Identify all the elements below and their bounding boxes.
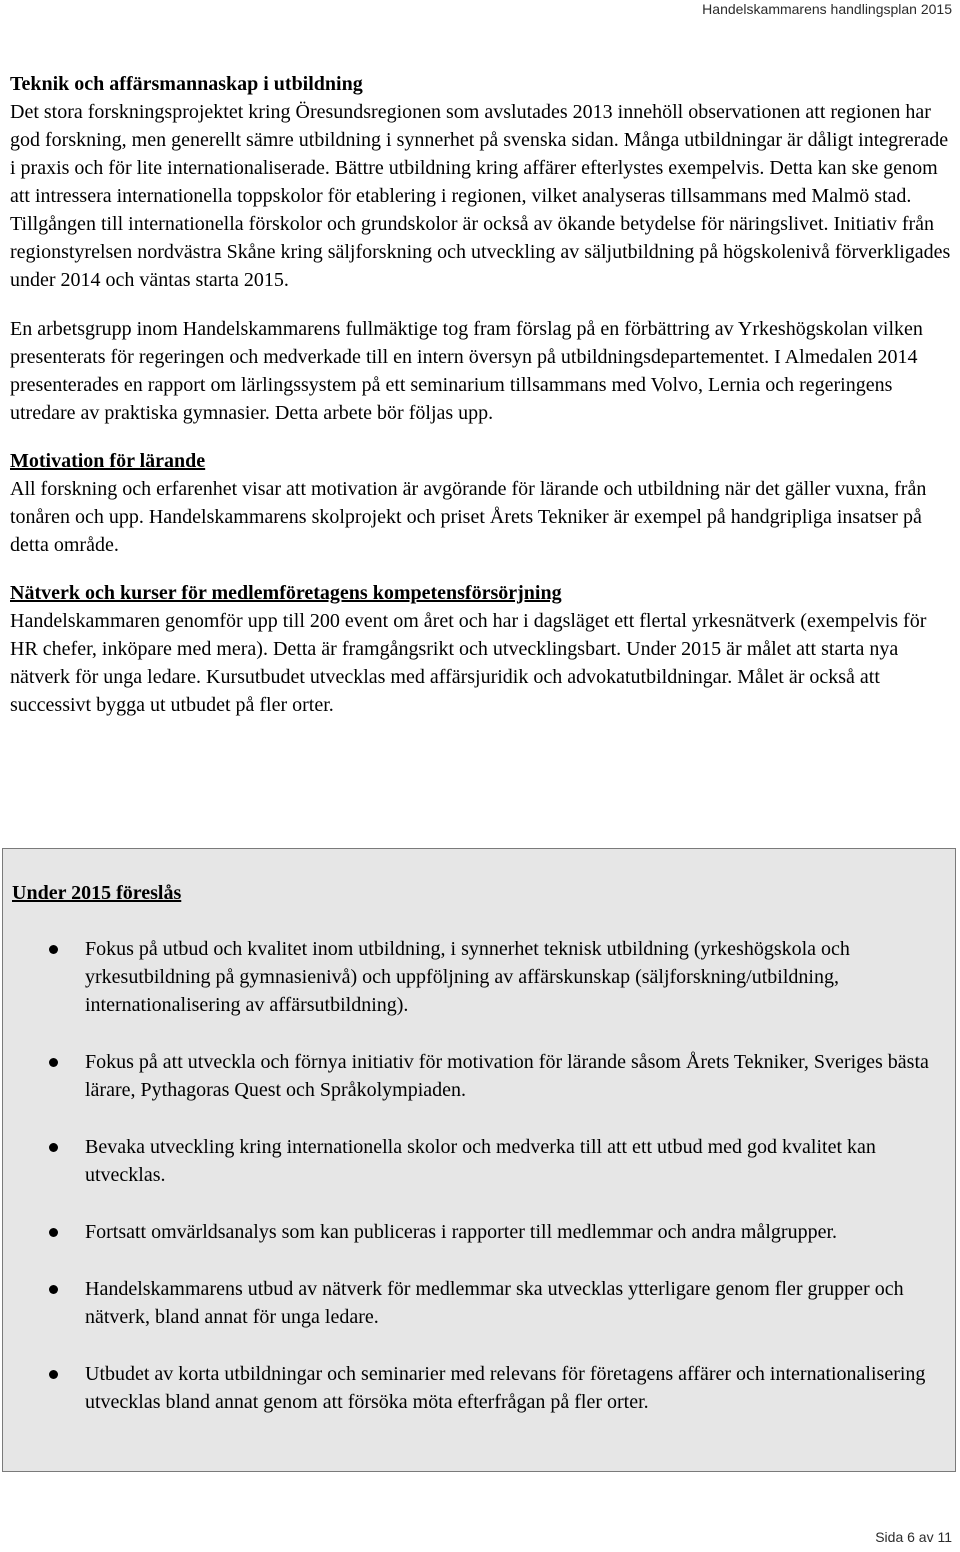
- list-item: [3, 1133, 943, 1189]
- bullet-icon: [49, 1370, 58, 1379]
- paragraph-motivation: All forskning och erfarenhet visar att motivation är avgörande för lärande och utbildning när det gäller vuxna, från tonåren och upp. Handelskammarens skolprojekt och priset Årets Tekniker är exempel på handgripliga insatser på detta område.: [10, 478, 927, 556]
- bullet-icon: [49, 1228, 58, 1237]
- proposals-list: [3, 935, 943, 1445]
- proposals-box: [2, 848, 956, 1472]
- section-motivation: [10, 447, 955, 559]
- list-item: [3, 1218, 943, 1246]
- list-item-text: Bevaka utveckling kring internationella skolor och medverka till att ett utbud med god kvalitet kan utvecklas.: [85, 1136, 876, 1186]
- list-item-text: Utbudet av korta utbildningar och seminarier med relevans för företagens affärer och internationalisering utvecklas bland annat genom att försöka möta efterfrågan på fler orter.: [85, 1363, 926, 1413]
- list-item-text: Fokus på utbud och kvalitet inom utbildning, i synnerhet teknisk utbildning (yrkeshögskola och yrkesutbildning på gymnasienivå) och uppföljning av affärskunskap (säljforskning/utbildning, internationalisering av affärsutbildning).: [85, 938, 850, 1016]
- bullet-icon: [49, 1058, 58, 1067]
- list-item: [3, 935, 943, 1019]
- section-networks: [10, 579, 955, 719]
- paragraph-networks: Handelskammaren genomför upp till 200 event om året och har i dagsläget ett flertal yrkesnätverk (exempelvis för HR chefer, inköpare med mera). Detta är framgångsrikt och utvecklingsbart. Under 2015 är målet att starta nya nätverk för unga ledare. Kursutbudet utvecklas med affärsjuridik och advokatutbildningar. Målet är också att successivt bygga ut utbudet på fler orter.: [10, 610, 927, 716]
- section-heading-motivation: Motivation för lärande: [10, 450, 206, 472]
- section-heading-networks: Nätverk och kurser för medlemföretagens kompetensförsörjning: [10, 582, 562, 604]
- list-item: [3, 1360, 943, 1416]
- bullet-icon: [49, 1285, 58, 1294]
- list-item-text: Fortsatt omvärldsanalys som kan publiceras i rapporter till medlemmar och andra målgrupper.: [85, 1221, 838, 1243]
- proposals-title: Under 2015 föreslås: [12, 882, 182, 904]
- page-number: Sida 6 av 11: [875, 1529, 952, 1545]
- running-header: Handelskammarens handlingsplan 2015: [702, 1, 952, 17]
- list-item-text: Handelskammarens utbud av nätverk för medlemmar ska utvecklas ytterligare genom fler grupper och nätverk, bland annat för unga ledare.: [85, 1278, 904, 1328]
- paragraph-working-group: En arbetsgrupp inom Handelskammarens fullmäktige tog fram förslag på en förbättring av Yrkeshögskolan vilken presenterats för regeringen och medverkade till en intern översyn på utbildningsdepartementet. I Almedalen 2014 presenterades en rapport om lärlingssystem på ett seminarium tillsammans med Volvo, Lernia och regeringens utredare av praktiska gymnasier. Detta arbete bör följas upp.: [10, 318, 923, 424]
- list-item: [3, 1048, 943, 1104]
- section-heading-education: Teknik och affärsmannaskap i utbildning: [10, 73, 363, 95]
- bullet-icon: [49, 1143, 58, 1152]
- bullet-icon: [49, 945, 58, 954]
- list-item: [3, 1275, 943, 1331]
- section-education: [10, 70, 955, 427]
- paragraph-research-project: Det stora forskningsprojektet kring Öresundsregionen som avslutades 2013 innehöll observationen att regionen har god forskning, men generellt sämre utbildning i synnerhet på svenska sidan. Många utbildningar är dåligt integrerade i praxis och för lite internationaliserade. Bättre utbildning kring affärer efterlystes exempelvis. Detta kan ske genom att intressera internationella toppskolor för etablering i regionen, vilket analyseras tillsammans med Malmö stad. Tillgången till internationella förskolor och grundskolor är också av ökande betydelse för näringslivet. Initiativ från regionstyrelsen nordvästra Skåne kring säljforskning och utveckling av säljutbildning på högskolenivå förverkligades under 2014 och väntas starta 2015.: [10, 101, 951, 291]
- document-body: [10, 70, 955, 739]
- list-item-text: Fokus på att utveckla och förnya initiativ för motivation för lärande såsom Årets Tekniker, Sveriges bästa lärare, Pythagoras Quest och Språkolympiaden.: [85, 1051, 929, 1101]
